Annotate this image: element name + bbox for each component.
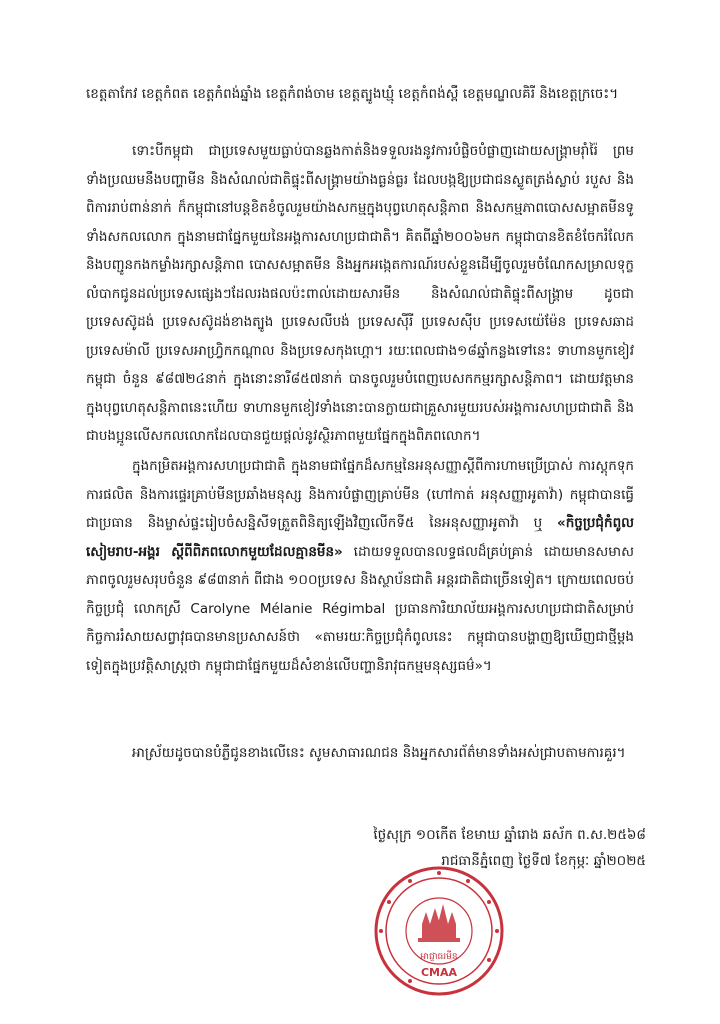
paragraph-3-text (86, 452, 634, 680)
paragraph-1-text: ខេត្តតាកែវ ខេត្តកំពត ខេត្តកំពង់ឆ្នាំង ខេត្តកំពង់ចាម ខេត្តត្បូងឃ្មុំ ខេត្តកំពង់ស្ពឺ ខេត្តមណ្ឌលគិរី និងខេត្តក្រចេះ។ (86, 86, 619, 102)
paragraph-3-part-a: ក្នុងកម្រិតអង្គការសហប្រជាជាតិ ក្នុងនាមជាផ្នែកដ៏សកម្មនៃអនុសញ្ញាស្ដីពីការហាមប្រើប្រាស់ ការស្តុកទុក ការផលិត និងការផ្ទេរគ្រាប់មីនប្រឆាំងមនុស្ស និងការបំផ្លាញគ្រាប់មីន (ហៅកាត់ អនុសញ្ញាអូតាវ៉ា) កម្ពុជាបានធ្វើជាប្រធាន និងម្ចាស់ផ្ទះរៀបចំសន្និសីទត្រួតពិនិត្យឡើងវិញលើកទី៥ នៃអនុសញ្ញាអូតាវ៉ា ឬ (86, 458, 634, 531)
paragraph-4 (86, 739, 634, 768)
paragraph-4-text: អាស្រ័យដូចបានបំភ្លឺជូនខាងលើនេះ សូមសាធារណជន និងអ្នកសារព័ត៌មានទាំងអស់ជ្រាបតាមការគួរ។ (132, 745, 626, 761)
paragraph-3-part-b: ដោយទទួលបានលទ្ធផលដ៏គ្រប់គ្រាន់ ដោយមានសមាសភាពចូលរួមសរុបចំនួន ៩៨៣នាក់ ពីជាង ១០០ប្រទេស និងស្ថាប័នជាតិ អន្តរជាតិជាច្រើនទៀត។ ក្រោយពេលចប់កិច្ចប្រជុំ លោកស្រី Carolyne Mélanie Régimbal ប្រធានការិយាល័យអង្គការសហប្រជាជាតិសម្រាប់កិច្ចការរំសាយសព្វាវុធបានមានប្រសាសន៍ថា «តាមរយៈកិច្ចប្រជុំកំពូលនេះ កម្ពុជាបានបង្ហាញឱ្យឃើញជាថ្មីម្ដងទៀតក្នុងប្រវត្តិសាស្ត្រថា កម្ពុជាជាផ្នែកមួយដ៏សំខាន់លើបញ្ហានិរាវុធកម្មមនុស្សធម៌»។ (86, 543, 634, 674)
temple-emblem (418, 904, 460, 942)
paragraph-1 (86, 80, 634, 109)
lunar-date: ថ្ងៃសុក្រ ១០កើត ខែមាឃ ឆ្នាំរោង ឆស័ក ព.ស.២៥៦៨ (373, 827, 646, 843)
official-seal (372, 864, 506, 998)
solar-date: រាជធានីភ្នំពេញ ថ្ងៃទី៧ ខែកុម្ភៈ ឆ្នាំ២០២៥ (441, 853, 646, 869)
seal-khmer-text: អាជ្ញាធរមីន (420, 952, 458, 962)
paragraph-2-text: ទោះបីកម្ពុជា ជាប្រទេសមួយធ្លាប់បានឆ្លងកាត់និងទទួលរងនូវការបំផ្លិចបំផ្លាញដោយសង្គ្រាមរ៉ាំរ៉ៃ ព្រមទាំងប្រឈមនឹងបញ្ហាមីន និងសំណល់ជាតិផ្ទុះពីសង្គ្រាមយ៉ាងធ្ងន់ធ្ងរ ដែលបង្កឱ្យប្រជាជនស្លូតត្រង់ស្លាប់ របួស និងពិការរាប់ពាន់នាក់ ក៏កម្ពុជានៅបន្តខិតខំចូលរួមយ៉ាងសកម្មក្នុងបុព្វហេតុសន្តិភាព និងសកម្មភាពបោសសម្អាតមីនទូទាំងសកលលោក ក្នុងនាមជាផ្នែកមួយនៃអង្គការសហប្រជាជាតិ។ គិតពីឆ្នាំ២០០៦មក កម្ពុជាបានខិតខំចែករំលែកនិងបញ្ជូនកងកម្លាំងរក្សាសន្តិភាព បោសសម្អាតមីន និងអ្នកអង្កេតការណ៍របស់ខ្លួនដើម្បីចូលរួមចំណែកសម្រាលទុក្ខលំបាកជូនដល់ប្រទេសផ្សេងៗដែលរងផលប៉ះពាល់ដោយសារមីន និងសំណល់ជាតិផ្ទុះពីសង្គ្រាម ដូចជាប្រទេសស៊ូដង់ ប្រទេសស៊ូដង់ខាងត្បូង ប្រទេសលីបង់ ប្រទេសស៊ីរី ប្រទេសស៊ីប ប្រទេសយ៉េម៉ែន ប្រទេសឆាដ ប្រទេសម៉ាលី ប្រទេសអាហ្វ្រិកកណ្ដាល និងប្រទេសកុងហ្គោ។ រយៈពេលជាង១៨ឆ្នាំកន្លងទៅនេះ ទាហានមួកខៀវកម្ពុជា ចំនួន ៩៨៧២៤នាក់ ក្នុងនោះនារី៨៥៧នាក់ បានចូលរួមបំពេញបេសកកម្មរក្សាសន្តិភាព។ ដោយវត្តមានក្នុងបុព្វហេតុសន្តិភាពនេះហើយ ទាហានមួកខៀវទាំងនោះបានក្លាយជាគ្រួសារមួយរបស់អង្គការសហប្រជាជាតិ និងជាបងប្អូនលើសកលលោកដែលបានជួយផ្ដល់នូវស្ថិរភាពមួយផ្នែកក្នុងពិភពលោក។ (86, 143, 634, 444)
paragraph-3 (86, 452, 634, 680)
seal-cmaa-text: CMAA (420, 966, 458, 979)
summit-title: «កិច្ចប្រជុំកំពូលសៀមរាប-អង្គរ ស្ដីពីពិភពលោកមួយដែលគ្មានមីន» (86, 515, 634, 560)
paragraph-2 (86, 137, 634, 451)
